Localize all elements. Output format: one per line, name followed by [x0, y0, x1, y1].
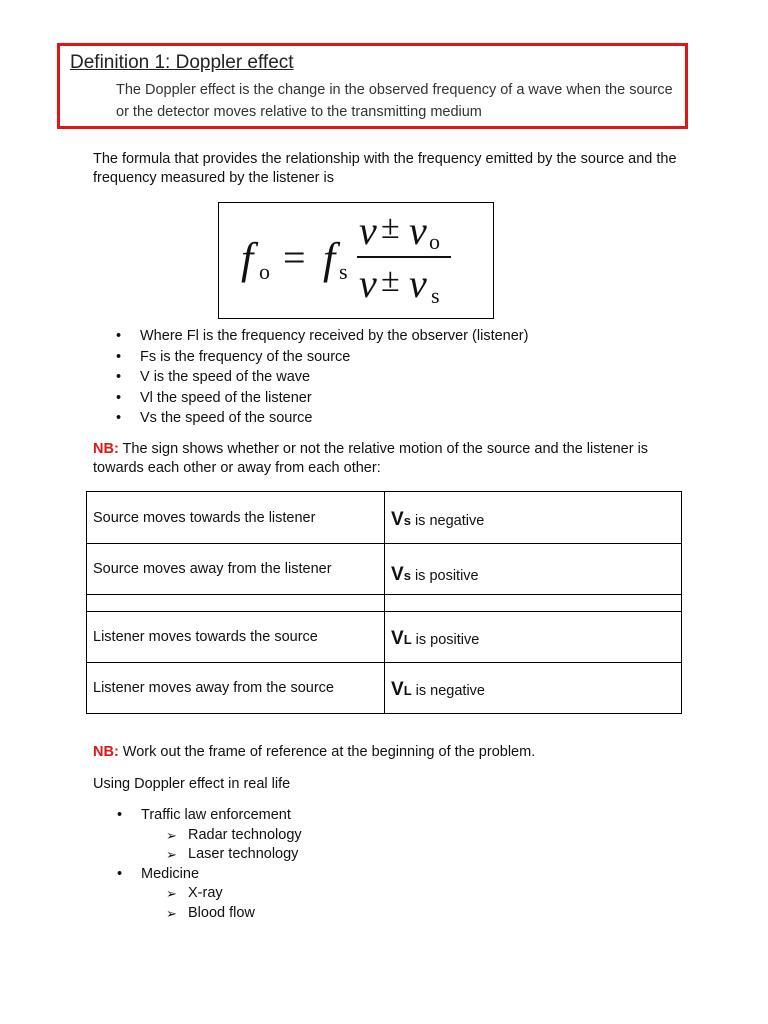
- list-item: • Vs the speed of the source: [140, 408, 700, 429]
- definition-text: The Doppler effect is the change in the observed frequency of a wave when the source or the detector moves relative to the transmitting medium: [116, 82, 673, 120]
- list-item: ➢ Radar technology: [188, 826, 641, 846]
- table-cell-sign: Vs is positive: [385, 544, 682, 595]
- definition-title: Definition 1: Doppler effect: [70, 52, 294, 73]
- formula-equals: =: [283, 235, 306, 280]
- list-item: • Fs is the frequency of the source: [140, 347, 700, 368]
- bullet-icon: •: [116, 348, 122, 365]
- table-cell-motion: Listener moves towards the source: [87, 612, 385, 663]
- list-item: • Traffic law enforcement: [141, 806, 641, 826]
- formula-num-v2: v: [409, 208, 427, 253]
- nb-sign-note: NB: The sign shows whether or not the relative motion of the source and the listener is towards each other or away from each other:: [93, 441, 649, 476]
- formula-rhs: f: [323, 234, 336, 283]
- nb-frame-note: NB: Work out the frame of reference at the beginning of the problem.: [93, 744, 536, 760]
- list-item: ➢ Laser technology: [188, 845, 641, 865]
- formula-num-sub: o: [429, 229, 440, 254]
- fraction-bar: [357, 256, 451, 258]
- formula-lhs: f: [241, 234, 254, 283]
- arrow-bullet-icon: ➢: [166, 886, 177, 901]
- table-cell-sign: VL is negative: [385, 663, 682, 714]
- formula-den-v: v: [359, 261, 377, 306]
- table-row-empty: [87, 595, 682, 612]
- formula-intro: The formula that provides the relationship with the frequency emitted by the source and the frequency measured by the listener is: [93, 151, 677, 186]
- nb-label: NB:: [93, 441, 119, 457]
- bullet-icon: •: [116, 389, 122, 406]
- table-cell-sign: Vs is negative: [385, 492, 682, 544]
- bullet-icon: •: [116, 328, 122, 344]
- arrow-bullet-icon: ➢: [166, 827, 177, 843]
- bullet-icon: •: [117, 807, 123, 823]
- real-life-list: [117, 806, 641, 923]
- table-cell-motion: Source moves away from the listener: [87, 544, 385, 595]
- nb-label: NB:: [93, 744, 119, 760]
- formula-num-v: v: [359, 208, 377, 253]
- formula-lhs-sub: o: [259, 259, 270, 284]
- table-row: [87, 492, 682, 544]
- list-item: ➢ Blood flow: [188, 904, 641, 924]
- formula-den-v2: v: [409, 261, 427, 306]
- formula-den-pm: ±: [381, 262, 400, 299]
- bullet-icon: •: [116, 369, 122, 385]
- table-row: [87, 663, 682, 714]
- sign-convention-table: [86, 491, 682, 714]
- real-life-title: Using Doppler effect in real life: [93, 776, 291, 792]
- table-cell-sign: VL is positive: [385, 612, 682, 663]
- table-cell-motion: Listener moves away from the source: [87, 663, 385, 714]
- list-item: • Where Fl is the frequency received by the observer (listener): [140, 326, 700, 347]
- list-item: • V is the speed of the wave: [140, 367, 700, 388]
- list-item: • Vl the speed of the listener: [140, 388, 700, 409]
- table-row: [87, 612, 682, 663]
- table-row: [87, 544, 682, 595]
- table-cell-motion: Source moves towards the listener: [87, 492, 385, 544]
- formula-den-sub: s: [431, 283, 440, 308]
- arrow-bullet-icon: ➢: [166, 847, 177, 862]
- formula-num-pm: ±: [381, 209, 400, 246]
- formula-rhs-sub: s: [339, 259, 348, 284]
- list-item: • Medicine: [141, 865, 641, 885]
- definition-box: [57, 43, 688, 129]
- arrow-bullet-icon: ➢: [166, 905, 177, 921]
- bullet-icon: •: [117, 865, 123, 882]
- doppler-formula: [218, 202, 494, 319]
- list-item: ➢ X-ray: [188, 884, 641, 904]
- bullet-icon: •: [116, 410, 122, 426]
- table-cell-empty: [385, 595, 682, 612]
- table-cell-empty: [87, 595, 385, 612]
- variable-list: [116, 326, 700, 429]
